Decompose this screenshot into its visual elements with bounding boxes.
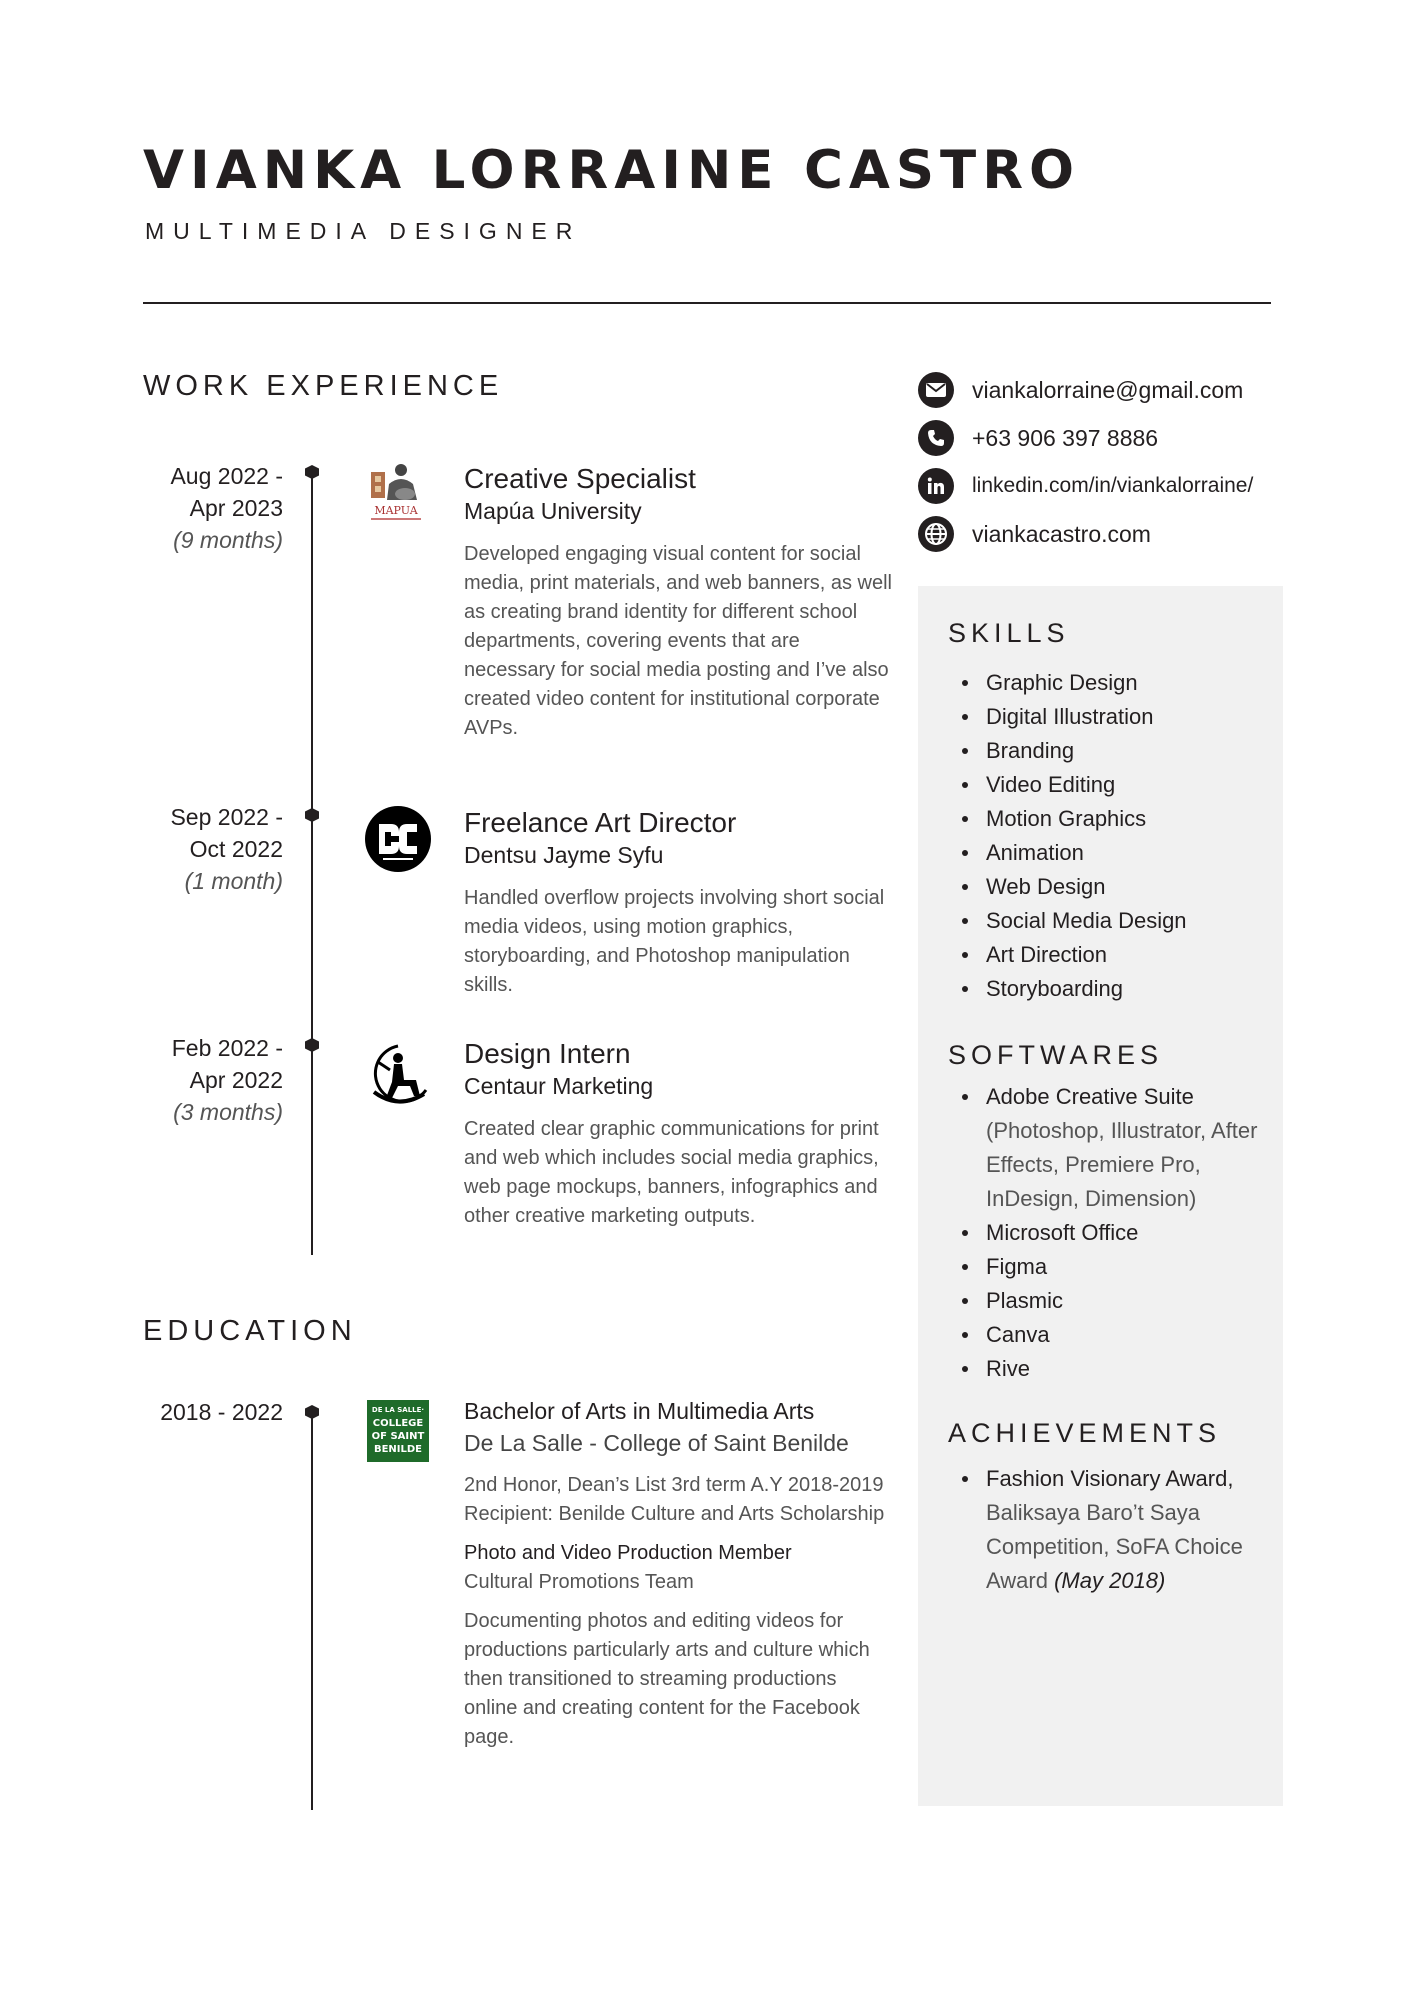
skills-list bbox=[948, 666, 1268, 1006]
job-company: Mapúa University bbox=[464, 498, 642, 524]
timeline-dot bbox=[305, 1038, 319, 1052]
contact-linkedin[interactable] bbox=[918, 468, 1253, 504]
job-description: Created clear graphic communications for print and web which includes social media graphics, web page mockups, banners, infographics and other creative marketing outputs. bbox=[464, 1118, 879, 1227]
job-entry bbox=[464, 1037, 894, 1231]
job-entry bbox=[464, 462, 894, 743]
job-date: Feb 2022 - Apr 2022 (3 months) bbox=[171, 1035, 283, 1125]
education-timeline-line bbox=[311, 1412, 313, 1810]
phone-text[interactable]: +63 906 397 8886 bbox=[972, 424, 1159, 451]
work-timeline-line bbox=[311, 470, 313, 1255]
job-company: Dentsu Jayme Syfu bbox=[464, 842, 664, 868]
centaur-logo bbox=[368, 1040, 430, 1110]
website-text[interactable]: viankacastro.com bbox=[972, 520, 1151, 547]
degree: Bachelor of Arts in Multimedia Arts bbox=[464, 1398, 815, 1424]
timeline-dot bbox=[305, 808, 319, 822]
job-title: Freelance Art Director bbox=[464, 807, 737, 838]
software-item: Rive bbox=[948, 1352, 1268, 1386]
org-description: Documenting photos and editing videos for productions particularly arts and culture which then transitioned to streaming productions online and creating content for the Facebook page. bbox=[464, 1610, 870, 1748]
email-icon bbox=[918, 372, 954, 408]
skill-item: Motion Graphics bbox=[948, 802, 1268, 836]
phone-icon bbox=[918, 420, 954, 456]
resume-role: MULTIMEDIA DESIGNER bbox=[145, 218, 582, 244]
timeline-dot bbox=[305, 1405, 319, 1419]
software-item: Canva bbox=[948, 1318, 1268, 1352]
achievements-list bbox=[948, 1462, 1268, 1598]
job-description: Handled overflow projects involving short social media videos, using motion graphics, storyboarding, and Photoshop manipulation skills. bbox=[464, 887, 885, 996]
contact-phone[interactable] bbox=[918, 420, 1158, 456]
achievements-title: ACHIEVEMENTS bbox=[948, 1418, 1222, 1448]
mapua-logo bbox=[365, 462, 427, 528]
svg-text:MAPUA: MAPUA bbox=[374, 504, 418, 517]
contact-email[interactable] bbox=[918, 372, 1243, 408]
linkedin-icon bbox=[918, 468, 954, 504]
software-item: Microsoft Office bbox=[948, 1216, 1268, 1250]
skill-item: Social Media Design bbox=[948, 904, 1268, 938]
honor: 2nd Honor, Dean’s List 3rd term A.Y 2018-2019 bbox=[464, 1474, 884, 1496]
software-item: Plasmic bbox=[948, 1284, 1268, 1318]
job-description: Developed engaging visual content for social media, print materials, and web banners, as well as creating brand identity for different school departments, covering events that are necessary for social media posting and I’ve also created video content for institutional corporate AVPs. bbox=[464, 543, 892, 739]
software-item: Figma bbox=[948, 1250, 1268, 1284]
education-date: 2018 - 2022 bbox=[160, 1399, 283, 1425]
header-divider bbox=[143, 302, 1271, 304]
skill-item: Graphic Design bbox=[948, 666, 1268, 700]
org-name: Cultural Promotions Team bbox=[464, 1571, 694, 1593]
skill-item: Art Direction bbox=[948, 938, 1268, 972]
resume-name: VIANKA LORRAINE CASTRO bbox=[143, 140, 1081, 201]
dentsu-logo bbox=[365, 806, 431, 872]
job-entry bbox=[464, 806, 894, 1000]
timeline-dot bbox=[305, 465, 319, 479]
benilde-logo: DE LA SALLE· COLLEGE OF SAINT BENILDE bbox=[367, 1400, 429, 1462]
skill-item: Digital Illustration bbox=[948, 700, 1268, 734]
skill-item: Branding bbox=[948, 734, 1268, 768]
education-entry bbox=[464, 1395, 894, 1752]
job-company: Centaur Marketing bbox=[464, 1073, 654, 1099]
email-text[interactable]: viankalorraine@gmail.com bbox=[972, 376, 1244, 403]
skill-item: Animation bbox=[948, 836, 1268, 870]
education-title: EDUCATION bbox=[143, 1315, 357, 1347]
org-role: Photo and Video Production Member bbox=[464, 1542, 792, 1564]
achievement-item: Fashion Visionary Award, Baliksaya Baro’t Saya Competition, SoFA Choice Award (May 2018) bbox=[948, 1462, 1268, 1598]
job-title: Design Intern bbox=[464, 1038, 631, 1069]
skills-title: SKILLS bbox=[948, 618, 1070, 648]
contact-website[interactable] bbox=[918, 516, 1151, 552]
skill-item: Web Design bbox=[948, 870, 1268, 904]
job-title: Creative Specialist bbox=[464, 463, 696, 494]
skill-item: Storyboarding bbox=[948, 972, 1268, 1006]
job-date: Sep 2022 - Oct 2022 (1 month) bbox=[170, 804, 283, 894]
software-item: Adobe Creative Suite (Photoshop, Illustrator, After Effects, Premiere Pro, InDesign, Dimension) bbox=[948, 1080, 1268, 1216]
job-date: Aug 2022 - Apr 2023 (9 months) bbox=[170, 463, 283, 553]
scholarship: Recipient: Benilde Culture and Arts Scholarship bbox=[464, 1503, 885, 1525]
softwares-title: SOFTWARES bbox=[948, 1040, 1164, 1070]
softwares-list bbox=[948, 1080, 1268, 1386]
linkedin-text[interactable]: linkedin.com/in/viankalorraine/ bbox=[972, 474, 1254, 497]
school: De La Salle - College of Saint Benilde bbox=[464, 1430, 849, 1456]
work-experience-title: WORK EXPERIENCE bbox=[143, 370, 504, 402]
skill-item: Video Editing bbox=[948, 768, 1268, 802]
globe-icon bbox=[918, 516, 954, 552]
